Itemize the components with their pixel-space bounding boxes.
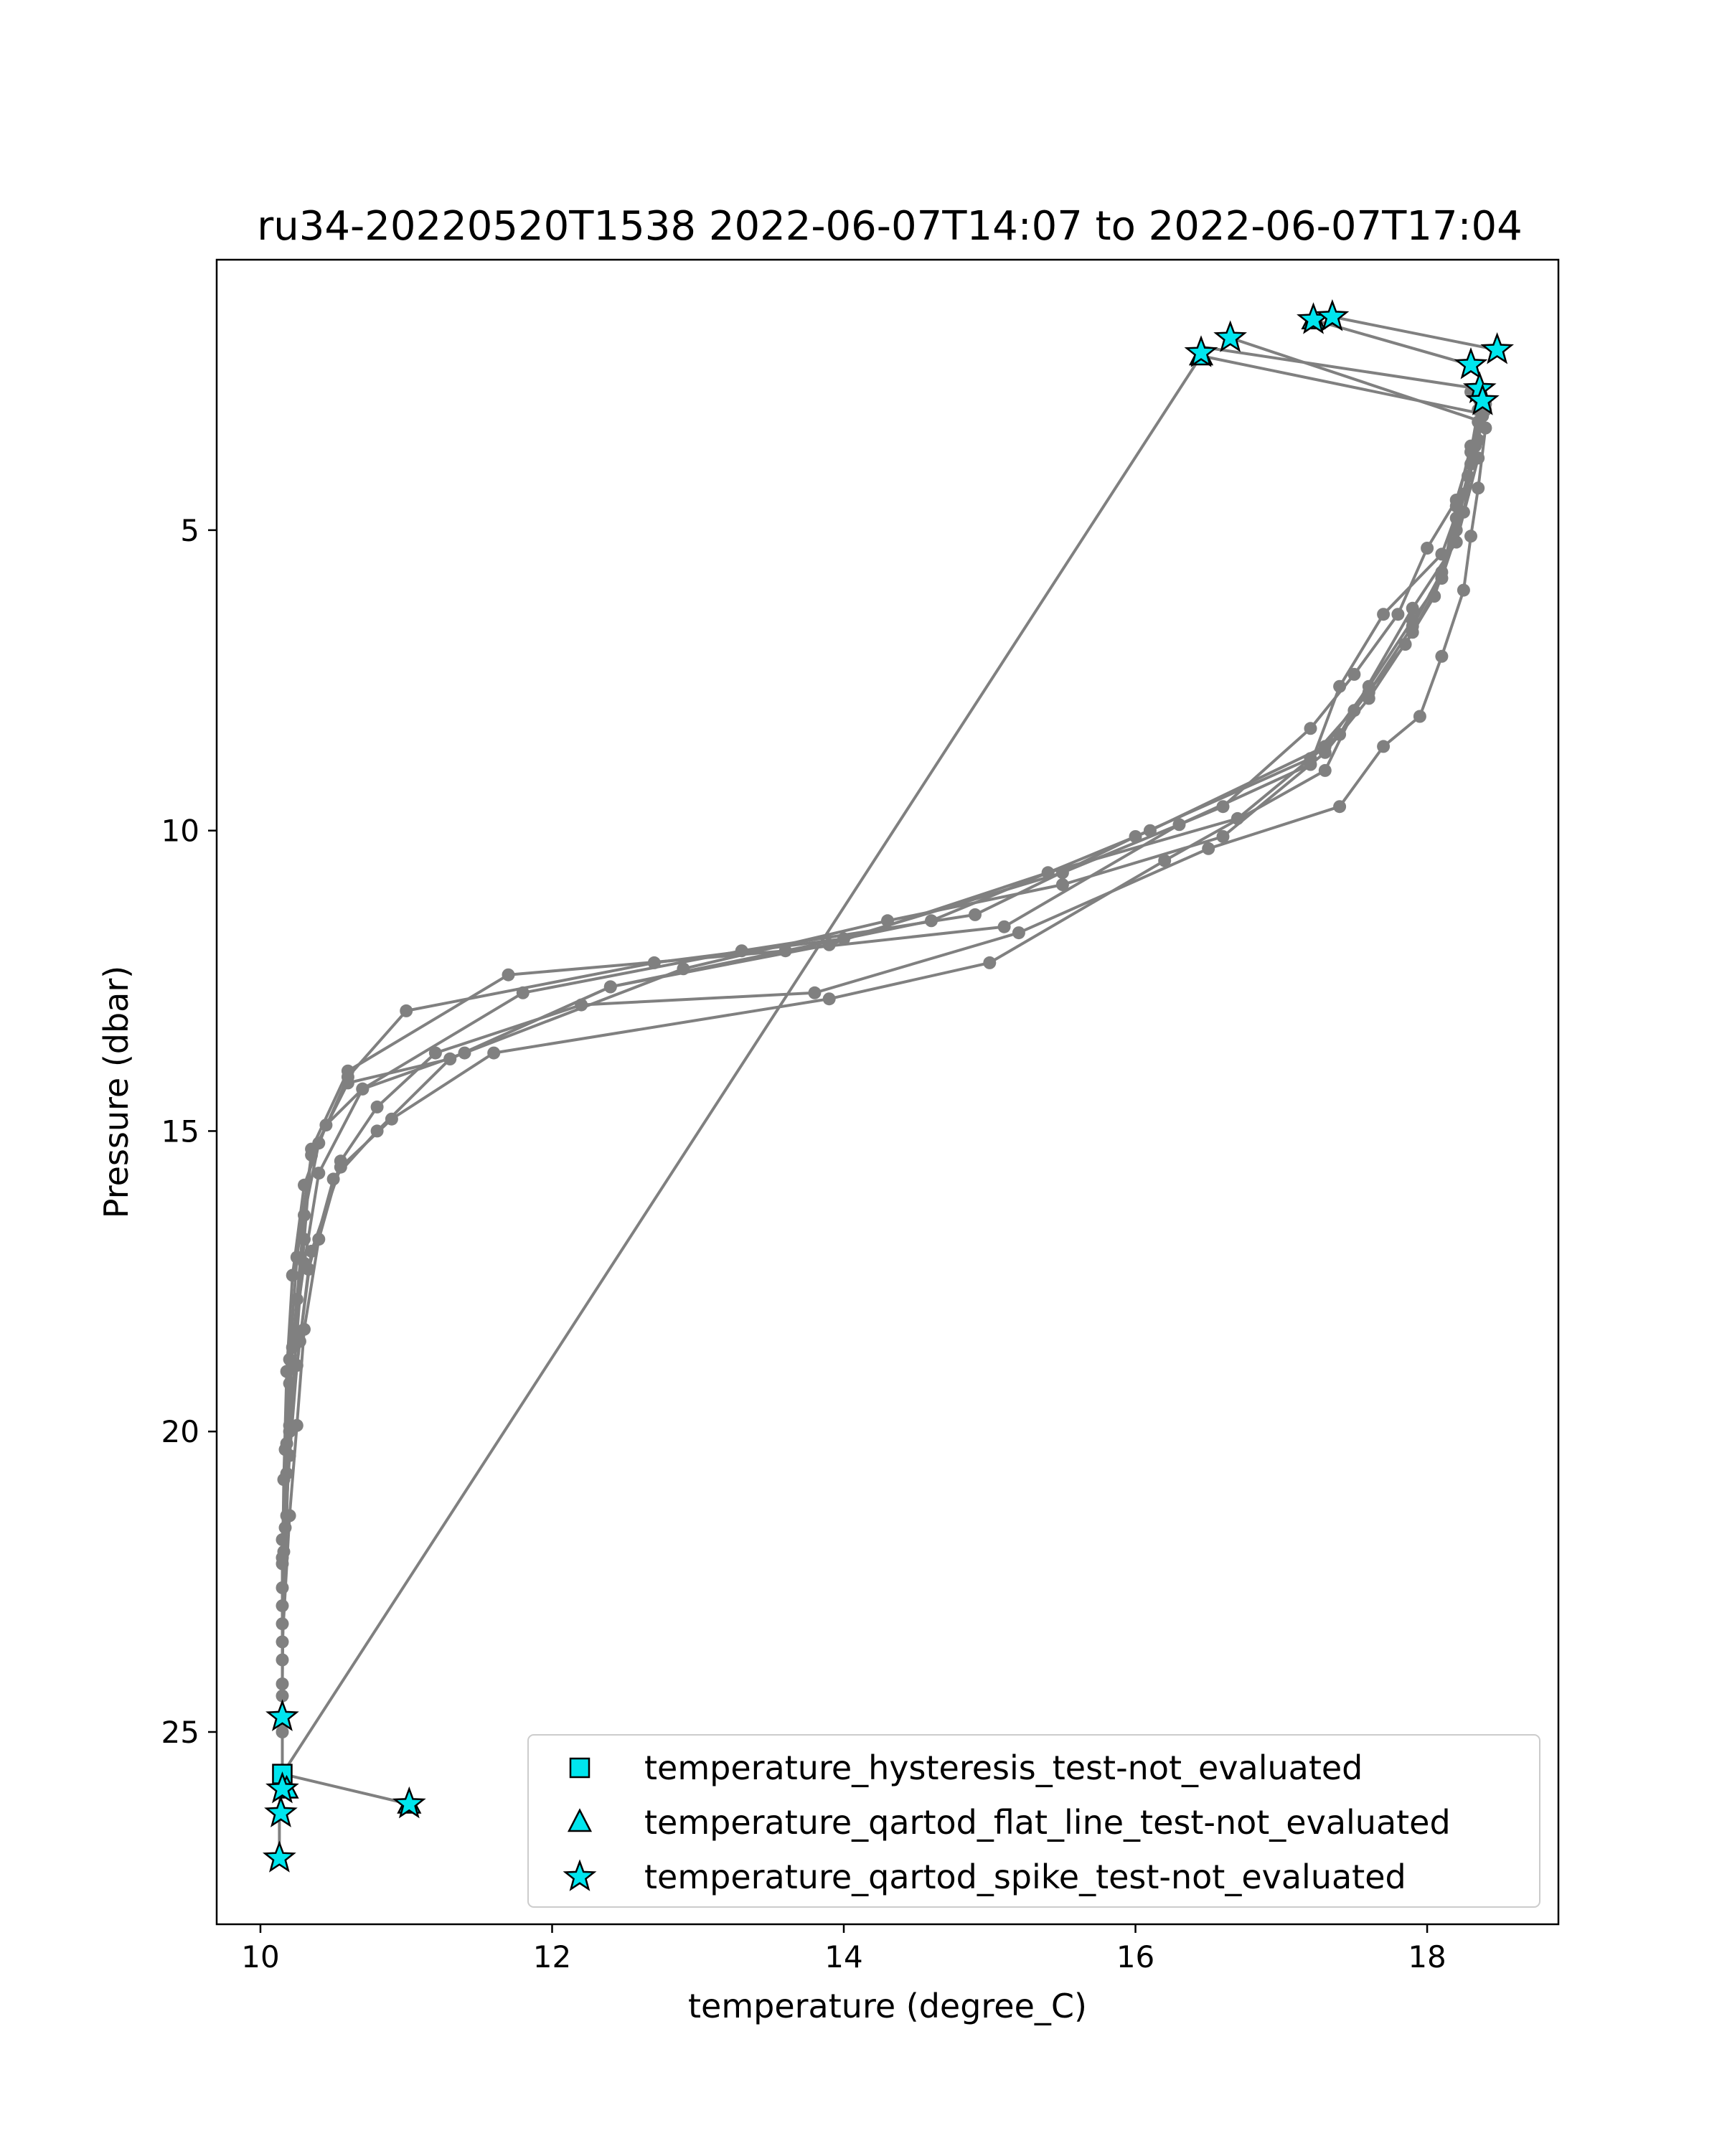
data-point [1319, 746, 1332, 759]
data-point [298, 1209, 311, 1222]
data-point [677, 962, 690, 975]
data-point [1435, 650, 1448, 663]
data-point [371, 1101, 384, 1114]
data-point [1304, 752, 1317, 765]
data-point [276, 1654, 289, 1667]
data-point [278, 1473, 291, 1486]
data-point [1413, 710, 1426, 723]
y-tick-label: 20 [161, 1414, 199, 1450]
data-point [487, 1047, 500, 1060]
y-tick-label: 10 [161, 813, 199, 849]
data-point [1464, 529, 1477, 542]
y-axis-label: Pressure (dbar) [97, 965, 136, 1219]
data-point [429, 1047, 442, 1060]
data-point [1406, 614, 1419, 627]
data-point [356, 1083, 369, 1096]
data-point [517, 987, 530, 999]
data-point [1304, 722, 1317, 735]
chart-title: ru34-20220520T1538 2022-06-07T14:07 to 2022-06-07T17:04 [257, 203, 1523, 250]
data-point [312, 1167, 325, 1180]
data-point [283, 1377, 296, 1390]
data-point [1406, 602, 1419, 615]
data-point [385, 1113, 398, 1126]
data-point [276, 1677, 289, 1690]
data-point [1421, 542, 1434, 555]
legend-entry-label: temperature_qartod_flat_line_test-not_evaluated [644, 1803, 1451, 1842]
legend-square-icon [570, 1759, 589, 1777]
data-point [1391, 608, 1404, 621]
data-point [1450, 536, 1463, 549]
data-point [400, 1004, 413, 1017]
data-point [604, 980, 617, 993]
x-tick-label: 14 [824, 1939, 863, 1974]
data-point [1333, 728, 1346, 741]
data-point [575, 999, 588, 1012]
data-point [1056, 866, 1069, 879]
data-point [293, 1335, 306, 1348]
data-point [1399, 638, 1412, 651]
data-point [735, 944, 748, 957]
data-point [823, 938, 836, 951]
data-point [334, 1161, 347, 1174]
data-point [276, 1635, 289, 1648]
data-point [276, 1533, 289, 1546]
data-point [1363, 680, 1375, 693]
data-point [502, 969, 515, 982]
data-point [283, 1353, 296, 1366]
y-tick-label: 25 [161, 1714, 199, 1750]
data-point [983, 956, 996, 969]
data-point [1012, 926, 1025, 939]
data-point [319, 1119, 332, 1131]
data-point [1406, 626, 1419, 639]
data-point [1173, 818, 1186, 831]
data-point [371, 1124, 384, 1137]
data-point [1450, 524, 1463, 537]
data-point [1202, 842, 1215, 855]
data-point [281, 1365, 293, 1378]
data-point [1056, 878, 1069, 891]
data-point [1217, 830, 1230, 843]
data-point [342, 1065, 354, 1078]
data-point [276, 1599, 289, 1612]
data-point [1472, 415, 1485, 428]
data-point [1231, 812, 1244, 825]
data-point [1144, 824, 1157, 837]
data-point [1462, 470, 1474, 483]
data-point [1464, 440, 1477, 453]
data-point [291, 1293, 304, 1306]
data-point [276, 1726, 289, 1738]
data-point [1319, 764, 1332, 777]
data-point [1333, 680, 1346, 693]
data-point [1435, 572, 1448, 585]
data-point [276, 1551, 289, 1564]
data-point [276, 1581, 289, 1594]
data-point [808, 987, 821, 999]
data-point [1377, 740, 1390, 753]
data-point [1042, 866, 1055, 879]
data-point [1347, 704, 1360, 717]
data-point [327, 1172, 340, 1185]
data-point [443, 1053, 456, 1065]
data-point [279, 1521, 292, 1534]
data-point [648, 956, 661, 969]
legend [528, 1735, 1540, 1907]
data-point [283, 1425, 296, 1438]
data-point [279, 1443, 292, 1456]
data-point [1457, 584, 1470, 597]
legend-entry-label: temperature_hysteresis_test-not_evaluated [644, 1748, 1363, 1787]
data-point [302, 1263, 315, 1276]
data-point [458, 1047, 471, 1060]
data-point [312, 1233, 325, 1246]
data-point [823, 992, 836, 1005]
data-point [1129, 830, 1142, 843]
data-point [1347, 668, 1360, 681]
data-point [881, 914, 894, 927]
x-axis-label: temperature (degree_C) [688, 1987, 1087, 2025]
data-point [281, 1510, 293, 1522]
data-point [1457, 488, 1470, 501]
data-point [1472, 451, 1485, 464]
x-tick-label: 10 [241, 1939, 280, 1974]
data-point [1333, 800, 1346, 813]
data-point [1472, 481, 1485, 494]
data-point [837, 932, 850, 945]
data-point [305, 1245, 318, 1258]
data-point [298, 1179, 311, 1192]
data-point [1377, 608, 1390, 621]
y-tick-label: 15 [161, 1114, 199, 1149]
y-tick-label: 5 [180, 512, 199, 548]
data-point [286, 1269, 299, 1282]
data-point [969, 908, 982, 921]
data-point [291, 1251, 304, 1263]
data-point [1428, 590, 1441, 603]
data-point [998, 921, 1011, 933]
data-point [342, 1076, 354, 1089]
data-point [298, 1233, 311, 1246]
data-point [305, 1149, 318, 1162]
x-tick-label: 16 [1116, 1939, 1155, 1974]
data-point [1158, 855, 1171, 867]
x-tick-label: 18 [1408, 1939, 1446, 1974]
data-point [925, 914, 938, 927]
data-point [779, 944, 792, 957]
data-point [1363, 692, 1375, 705]
data-point [1217, 800, 1230, 813]
data-point [1435, 547, 1448, 560]
x-tick-label: 12 [532, 1939, 572, 1974]
legend-entry-label: temperature_qartod_spike_test-not_evaluated [644, 1858, 1406, 1896]
data-point [276, 1617, 289, 1630]
data-point [1450, 499, 1463, 512]
